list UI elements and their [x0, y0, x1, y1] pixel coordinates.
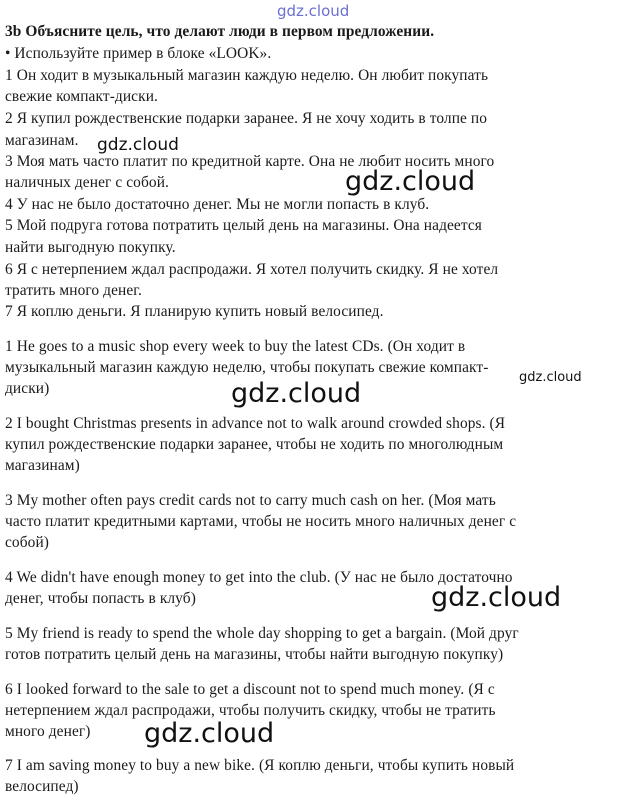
- answer-line: 5 My friend is ready to spend the whole day shopping to get a bargain. (Мой друг: [5, 625, 519, 642]
- text-line: 4 У нас не было достаточно денег. Мы не могли попасть в клуб.: [5, 196, 430, 213]
- watermark: gdz.cloud: [231, 378, 362, 409]
- answer-line: диски): [5, 380, 50, 397]
- answer-line: купил рождественские подарки заранее, чтобы не ходить по многолюдным: [5, 436, 504, 453]
- answer-line: часто платит кредитными картами, чтобы не носить много наличных денег с: [5, 513, 517, 530]
- text-line: наличных денег с собой.: [5, 174, 169, 191]
- answer-line: велосипед): [5, 778, 79, 795]
- answer-line: 6 I looked forward to the sale to get a discount not to spend much money. (Я с: [5, 681, 495, 698]
- text-line: 1 Он ходит в музыкальный магазин каждую неделю. Он любит покупать: [5, 67, 489, 84]
- text-line: найти выгодную покупку.: [5, 239, 176, 256]
- answer-line: готов потратить целый день на магазины, чтобы найти выгодную покупку): [5, 646, 504, 663]
- answer-line: 4 We didn't have enough money to get into the club. (У нас не было достаточно: [5, 569, 513, 586]
- text-line: свежие компакт-диски.: [5, 88, 158, 105]
- text-line: магазинам.: [5, 132, 79, 149]
- watermark: gdz.cloud: [345, 166, 476, 197]
- answer-line: собой): [5, 534, 50, 551]
- answer-line: много денег): [5, 723, 91, 740]
- answer-line: магазинам): [5, 457, 80, 474]
- watermark: gdz.cloud: [144, 718, 275, 749]
- answer-line: нетерпением ждал распродажи, чтобы получить скидку, чтобы не тратить: [5, 702, 496, 719]
- watermark: gdz.cloud: [519, 370, 582, 385]
- answer-line: музыкальный магазин каждую неделю, чтобы покупать свежие компакт-: [5, 359, 489, 376]
- text-line: 7 Я коплю деньги. Я планирую купить новый велосипед.: [5, 303, 384, 320]
- watermark: gdz.cloud: [431, 582, 562, 613]
- answer-line: 7 I am saving money to buy a new bike. (Я коплю деньги, чтобы купить новый: [5, 757, 515, 774]
- text-line: 3 Моя мать часто платит по кредитной карте. Она не любит носить много: [5, 153, 495, 170]
- answer-line: 3 My mother often pays credit cards not to carry much cash on her. (Моя мать: [5, 492, 496, 509]
- text-line: 6 Я с нетерпением ждал распродажи. Я хотел получить скидку. Я не хотел: [5, 261, 499, 278]
- text-line: 5 Мой подруга готова потратить целый день на магазины. Она надеется: [5, 217, 482, 234]
- exercise-instruction: • Используйте пример в блоке «LOOK».: [5, 45, 272, 62]
- answer-line: денег, чтобы попасть в клуб): [5, 590, 196, 607]
- answer-line: 1 He goes to a music shop every week to buy the latest CDs. (Он ходит в: [5, 338, 466, 355]
- exercise-title: 3b Объясните цель, что делают люди в первом предложении.: [5, 23, 435, 40]
- watermark: gdz.cloud: [97, 135, 179, 155]
- watermark-top: gdz.cloud: [277, 2, 350, 20]
- text-line: тратить много денег.: [5, 282, 142, 299]
- text-line: 2 Я купил рождественские подарки заранее. Я не хочу ходить в толпе по: [5, 110, 488, 127]
- answer-line: 2 I bought Christmas presents in advance not to walk around crowded shops. (Я: [5, 415, 506, 432]
